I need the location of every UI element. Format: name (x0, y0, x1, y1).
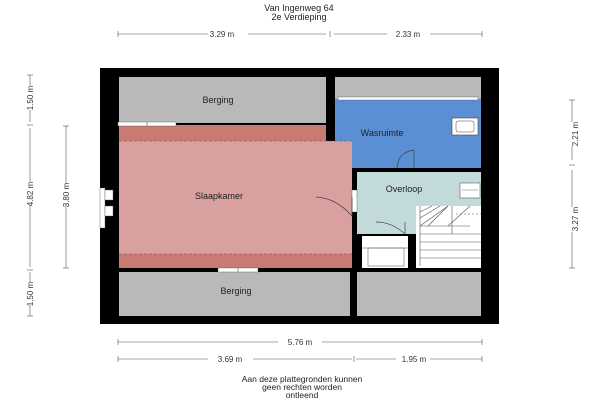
disclaimer-line-2: geen rechten worden (262, 382, 342, 392)
dim-top-left: 3.29 m (209, 30, 235, 39)
sink-basin-icon (456, 121, 474, 132)
room-slaapkamer-band-top (119, 125, 326, 141)
label-slaapkamer: Slaapkamer (194, 191, 244, 201)
dim-right-bottom: 3.27 m (571, 206, 580, 232)
disclaimer-line-3: ontleend (285, 390, 319, 400)
bottom-dimension (118, 338, 482, 364)
dim-bottom-left: 3.69 m (217, 355, 243, 364)
radiator-icon (460, 183, 480, 198)
label-wasruimte: Wasruimte (360, 128, 404, 138)
stairs-area (416, 206, 481, 268)
dim-left-top: 1.50 m (26, 85, 35, 111)
dim-top-right: 2.33 m (395, 30, 421, 39)
dim-left-inner: 3.80 m (62, 182, 71, 208)
dim-left-middle: 4.82 m (26, 181, 35, 207)
room-slaapkamer-band-bottom (119, 254, 352, 268)
dim-right-top: 2.21 m (571, 121, 580, 147)
dim-left-bottom: 1.50 m (26, 281, 35, 307)
left-dimension (26, 75, 71, 316)
floor-subtitle: 2e Verdieping (271, 12, 327, 22)
disclaimer-line-1: Aan deze plattegronden kunnen (241, 374, 363, 384)
right-dimension (569, 100, 580, 268)
dim-bottom-total: 5.76 m (287, 338, 313, 347)
address-title: Van Ingenweg 64 (264, 3, 334, 13)
stair-landing-inner (368, 248, 404, 266)
room-overloop-lower (357, 222, 416, 234)
room-berging-bottom-right (357, 272, 481, 316)
room-wasruimte-top-strip (335, 77, 481, 99)
label-berging-bottom: Berging (220, 286, 252, 296)
label-berging-top: Berging (202, 95, 234, 105)
dim-bottom-right: 1.95 m (401, 355, 427, 364)
label-overloop: Overloop (385, 184, 423, 194)
top-dimension (118, 30, 482, 39)
